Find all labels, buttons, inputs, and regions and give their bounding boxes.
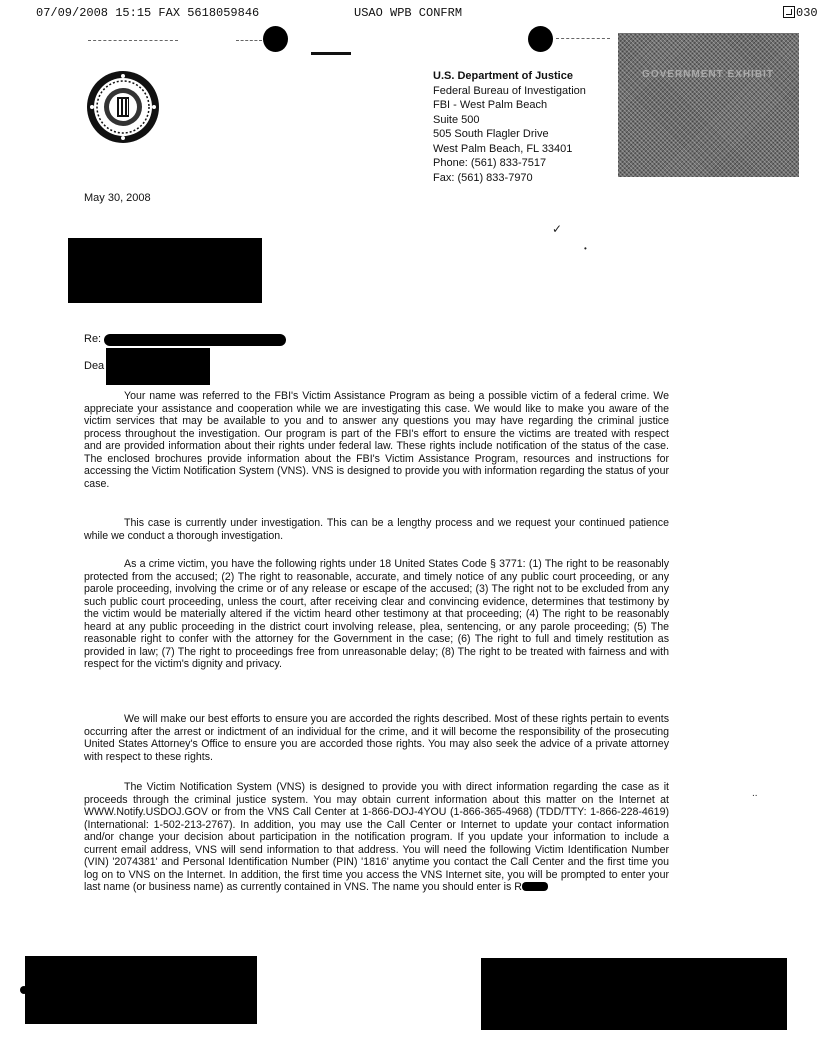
letterhead-phone: Phone: (561) 833-7517 xyxy=(433,157,547,169)
body-paragraph-rights xyxy=(84,558,669,671)
paragraph-text: As a crime victim, you have the following rights under 18 United States Code § 3771: (1) The right to be reasonably protected from the accused; (2) The right to reasonable, accurate, and timely notice of any public court proceeding, or any parole proceeding, involving the crime or of any release or escape of the accused; (3) The right not to be excluded from any such public court proceeding, unless the court, after receiving clear and convincing evidence, determines that testimony by the victim would be materially altered if the victim heard other testimony at that proceeding; (4) The right to be reasonably heard at any public proceeding in the district court involving release, plea, sentencing, or any parole proceeding; (5) The reasonable right to confer with the attorney for the Government in the case; (6) The right to full and timely restitution as provided in law; (7) The right to proceedings free from unreasonable delay; (8) The right to be treated with fairness and with respect for the victim's dignity and privacy. xyxy=(84,558,669,670)
body-paragraph-efforts xyxy=(84,713,669,763)
scan-artifact xyxy=(236,40,262,41)
re-label: Re: xyxy=(84,333,102,345)
fax-header xyxy=(36,6,818,22)
scan-mark: • xyxy=(584,244,587,253)
body-paragraph-status xyxy=(84,517,669,542)
re-redaction xyxy=(104,334,286,346)
scan-artifact xyxy=(20,986,28,994)
paragraph-text: This case is currently under investigation. This can be a lengthy process and we request your continued patience while we conduct a thorough investigation. xyxy=(84,517,669,542)
fax-title: USAO WPB CONFRM xyxy=(354,6,463,20)
scan-artifact xyxy=(311,52,351,55)
exhibit-stamp-text: GOVERNMENT EXHIBIT xyxy=(642,69,774,80)
body-paragraph-vns xyxy=(84,781,669,894)
scan-mark: ✓ xyxy=(552,222,563,236)
punch-hole xyxy=(528,26,553,52)
scan-mark: .. xyxy=(752,788,758,799)
paragraph-text: We will make our best efforts to ensure you are accorded the rights described. Most of these rights pertain to events occurring after the arrest or indictment of an individual for the crime, and it will become the responsibility of the prosecuting United States Attorney's Office to ensure you are accorded those rights. You may also seek the advice of a private attorney with respect to these rights. xyxy=(84,713,669,763)
punch-hole xyxy=(263,26,288,52)
fbi-seal-icon xyxy=(86,70,160,144)
fax-page-icon xyxy=(783,6,795,18)
fax-page-value: 030 xyxy=(796,6,818,20)
letterhead-office: FBI - West Palm Beach xyxy=(433,99,548,111)
fax-page-number xyxy=(783,6,818,21)
footer-redaction-right xyxy=(481,958,787,1030)
letterhead-department: U.S. Department of Justice xyxy=(433,70,573,82)
dear-label: Dea xyxy=(84,360,105,372)
scan-artifact xyxy=(556,38,610,39)
letterhead-city: West Palm Beach, FL 33401 xyxy=(433,142,573,155)
dear-redaction xyxy=(106,348,210,385)
footer-redaction-left xyxy=(25,956,257,1024)
paragraph-text: The Victim Notification System (VNS) is designed to provide you with direct information regarding the case as it proceeds through the criminal justice system. You may obtain current information about this matter on the Internet at WWW.Notify.USDOJ.GOV or from the VNS Call Center at 1-866-DOJ-4YOU (1-866-365-4968) (TDD/TTY: 1-866-228-4619) (International: 1-502-213-2767). In addition, you may use the Call Center or Internet to update your contact information and/or change your decision about participation in the notification program. If you update your information to include a current email address, VNS will send information to that address. You will need the following Victim Identification Number (VIN) '2074381' and Personal Identification Number (PIN) '1816' anytime you contact the Call Center and the first time you log on to VNS on the Internet. In addition, the first time you access the VNS Internet site, you will be prompted to enter your last name (or business name) as currently contained in VNS. The name you should enter is R xyxy=(84,781,669,893)
address-redaction xyxy=(68,238,262,303)
letterhead-street: 505 South Flagler Drive xyxy=(433,128,549,140)
scan-artifact xyxy=(88,40,178,41)
body-paragraph-intro xyxy=(84,390,669,490)
exhibit-stamp xyxy=(618,33,799,177)
letterhead-agency: Federal Bureau of Investigation xyxy=(433,84,586,97)
letterhead-suite: Suite 500 xyxy=(433,113,480,126)
letterhead xyxy=(433,69,586,185)
paragraph-text: Your name was referred to the FBI's Victim Assistance Program as being a possible victim of a federal crime. We appreciate your assistance and cooperation while we are investigating this case. We would like to make you aware of the victim services that may be available to you and to answer any questions you may have regarding the criminal justice process throughout the investigation. Our program is part of the FBI's effort to ensure the victims are treated with respect and are provided information about their rights under federal law. These rights include notification of the status of the case. The enclosed brochures provide information about the FBI's Victim Assistance Program, resources and instructions for accessing the Victim Notification System (VNS). VNS is designed to provide you with information regarding the status of your case. xyxy=(84,390,669,490)
letter-date: May 30, 2008 xyxy=(84,192,151,204)
letterhead-fax: Fax: (561) 833-7970 xyxy=(433,171,533,184)
name-redaction xyxy=(522,882,548,891)
fax-timestamp: 07/09/2008 15:15 FAX 5618059846 xyxy=(36,6,260,20)
